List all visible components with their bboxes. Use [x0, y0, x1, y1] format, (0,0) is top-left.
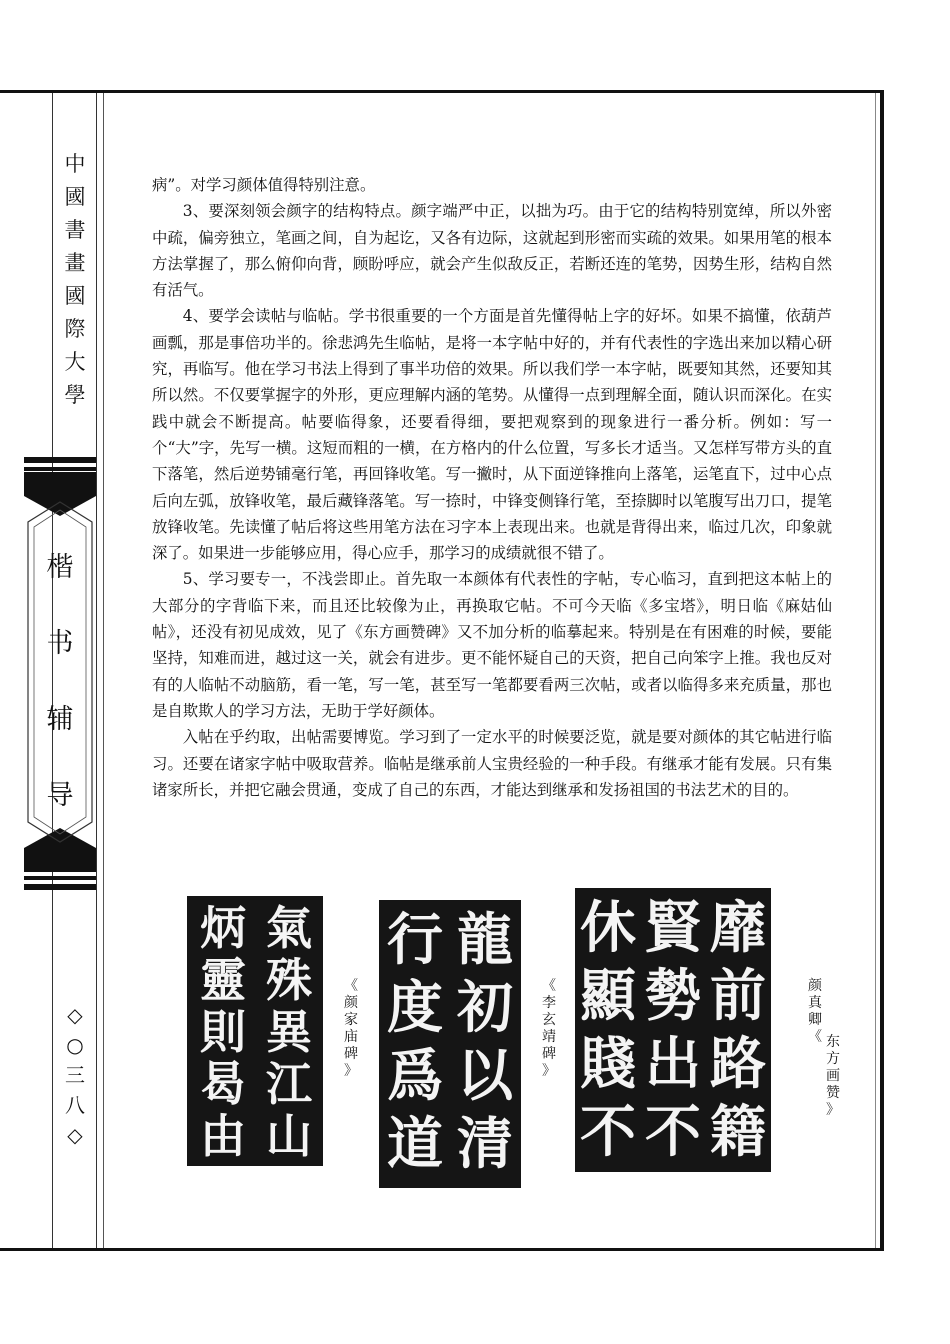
specimen-char: 清 [457, 1111, 513, 1177]
specimen-char: 江 [266, 1057, 312, 1111]
banner-bar-bottom-1 [24, 876, 96, 880]
caption-char: 赞 [826, 1085, 840, 1101]
specimen-char: 出 [645, 1031, 701, 1097]
series-title-char: 中 [64, 152, 86, 176]
specimen-column [642, 894, 704, 1166]
caption-char: 家 [344, 1012, 358, 1028]
caption-char: 颜 [344, 995, 358, 1011]
page-number-char: 八 [65, 1093, 85, 1117]
caption-char: 玄 [542, 1012, 556, 1028]
caption-char: 《 [808, 1029, 822, 1045]
caption-char: 碑 [542, 1046, 556, 1062]
paragraph: 病”。对学习颜体值得特别注意。 [152, 176, 376, 194]
caption-char: 东 [826, 1034, 840, 1050]
series-title-char: 大 [64, 350, 86, 374]
calligraphy-specimen-yanjiamiao [187, 896, 323, 1166]
specimen-char: 曷 [200, 1057, 246, 1111]
specimen-char: 休 [580, 895, 636, 961]
specimen-char: 度 [387, 975, 443, 1041]
specimen-char: 道 [387, 1111, 443, 1177]
series-title-char: 學 [64, 383, 86, 407]
topic-title-char: 辅 [46, 704, 74, 735]
specimen-column [259, 902, 319, 1162]
page-number [60, 1000, 90, 1150]
body-text [152, 172, 832, 803]
specimen-char: 以 [457, 1043, 513, 1109]
topic-title-char: 导 [46, 780, 74, 811]
caption-char: 》 [826, 1102, 840, 1118]
specimen-char: 賢 [645, 895, 701, 961]
series-title-char: 國 [64, 185, 86, 209]
specimen-char: 氣 [266, 901, 312, 955]
caption-char: 《 [542, 978, 556, 994]
specimen-caption [340, 978, 362, 1080]
specimen-char: 不 [645, 1099, 701, 1165]
series-title-char: 畫 [64, 251, 86, 275]
banner-bar-top-1 [24, 457, 96, 463]
specimen-char: 炳 [200, 901, 246, 955]
diamond-icon: ◇ [67, 1003, 83, 1027]
page-frame-inner-left [103, 93, 104, 1248]
series-title-char: 書 [64, 218, 86, 242]
specimen-caption-title [824, 1034, 842, 1119]
specimen-char: 不 [580, 1099, 636, 1165]
paragraph: 3、要深刻领会颜字的结构特点。颜字端严中正，以拙为巧。由于它的结构特别宽绰，所以外密中疏，偏旁独立，笔画之间，自为起讫，又各有边际，这就起到形密而实疏的效果。如果用笔的根本方法掌握了，那么俯仰向背，顾盼呼应，就会产生似敌反正，若断还连的笔势，因势生形，结构自然有活气。 [152, 202, 832, 300]
specimen-char: 勢 [645, 963, 701, 1029]
specimen-char: 路 [710, 1031, 766, 1097]
series-title [60, 148, 90, 412]
paragraph: 入帖在乎约取，出帖需要博览。学习到了一定水平的时候要泛览，就是要对颜体的其它帖进行临习。还要在诸家字帖中吸取营养。临帖是继承前人宝贵经验的一种手段。有继承才能有发展。只有集诸家所长，并把它融会贯通，变成了自己的东西，才能达到继承和发扬祖国的书法艺术的目的。 [152, 728, 832, 799]
specimen-char: 則 [200, 1005, 246, 1059]
caption-char: 靖 [542, 1029, 556, 1045]
specimen-column [707, 894, 769, 1166]
series-title-char: 國 [64, 284, 86, 308]
paragraph: 4、要学会读帖与临帖。学书很重要的一个方面是首先懂得帖上字的好坏。如果不搞懂，依葫芦画瓢，那是事倍功半的。徐悲鸿先生临帖，是将一本字帖中好的，并有代表性的字选出来加以精心研究，再临写。他在学习书法上得到了事半功倍的效果。所以我们学一本字帖，既要知其然，还要知其所以然。不仅要掌握字的外形，更应理解内涵的笔势。从懂得一点到理解全面，随认识而深化。在实践中就会不断提高。帖要临得象，还要看得细，要把观察到的现象进行一番分析。例如：写一个“大”字，先写一横。这短而粗的一横，在方格内的什么位置，写多长才适当。又怎样写带方头的直下落笔，然后逆势铺毫行笔，再回锋收笔。写一撇时，从下面逆锋推向上落笔，运笔直下，过中心点后向左弧，放锋收笔，最后藏锋落笔。写一捺时，中锋变侧锋行笔，至捺脚时以笔腹写出刀口，提笔放锋收笔。先读懂了帖后将这些用笔方法在习字本上表现出来。也就是背得出来，临过几次，印象就深了。如果进一步能够应用，得心应手，那学习的成绩就很不错了。 [152, 307, 832, 563]
specimen-caption-author [806, 978, 824, 1046]
specimen-column [193, 902, 253, 1162]
specimen-char: 山 [266, 1109, 312, 1163]
specimen-char: 賤 [580, 1031, 636, 1097]
page-frame-top [0, 90, 884, 93]
calligraphy-specimen-lixuanjing [379, 900, 521, 1188]
topic-title [38, 530, 82, 834]
caption-char: 》 [542, 1063, 556, 1079]
caption-char: 真 [808, 995, 822, 1011]
specimen-column [383, 906, 447, 1178]
caption-char: 《 [344, 978, 358, 994]
specimen-char: 籍 [710, 1099, 766, 1165]
caption-char: 李 [542, 995, 556, 1011]
topic-title-char: 书 [46, 628, 74, 659]
banner-bar-top-2 [24, 467, 96, 471]
specimen-char: 靈 [200, 953, 246, 1007]
page-number-char: 三 [65, 1063, 85, 1087]
caption-char: 碑 [344, 1046, 358, 1062]
paragraph: 5、学习要专一，不浅尝即止。首先取一本颜体有代表性的字帖，专心临习，直到把这本帖上的大部分的字背临下来，而且还比较像为止，再换取它帖。不可今天临《多宝塔》，明日临《麻姑仙帖》，还没有初见成效，见了《东方画赞碑》又不加分析的临摹起来。特别是在有困难的时候，要能坚持，知难而进，越过这一关，就会有进步。更不能怀疑自己的天资，把自己向笨字上推。我也反对有的人临帖不动脑筋，看一笔，写一笔，甚至写一笔都要看两三次帖，或者以临得多来充质量，那也是自欺欺人的学习方法，无助于学好颜体。 [152, 570, 832, 720]
caption-char: 方 [826, 1051, 840, 1067]
specimen-char: 殊 [266, 953, 312, 1007]
topic-title-char: 楷 [46, 552, 74, 583]
caption-char: 庙 [344, 1029, 358, 1045]
caption-char: 卿 [808, 1012, 822, 1028]
banner-bar-bottom-2 [24, 884, 96, 890]
series-title-char: 際 [64, 317, 86, 341]
specimen-char: 前 [710, 963, 766, 1029]
specimen-char: 初 [457, 975, 513, 1041]
specimen-char: 顯 [580, 963, 636, 1029]
specimen-caption [538, 978, 560, 1080]
diamond-icon: ◇ [67, 1123, 83, 1147]
specimen-char: 龍 [457, 907, 513, 973]
page-frame-right [880, 90, 884, 1251]
specimen-column [577, 894, 639, 1166]
caption-char: 》 [344, 1063, 358, 1079]
page-frame-bottom [0, 1248, 884, 1251]
calligraphy-specimen-dongfanghuazan [575, 888, 771, 1172]
specimen-char: 行 [387, 907, 443, 973]
specimen-char: 異 [266, 1005, 312, 1059]
caption-char: 颜 [808, 978, 822, 994]
specimen-char: 爲 [387, 1043, 443, 1109]
specimen-char: 靡 [710, 895, 766, 961]
specimen-char: 由 [200, 1109, 246, 1163]
specimen-column [453, 906, 517, 1178]
page-number-char: ○ [66, 1033, 84, 1057]
caption-char: 画 [826, 1068, 840, 1084]
page-frame-inner-right [875, 93, 876, 1248]
